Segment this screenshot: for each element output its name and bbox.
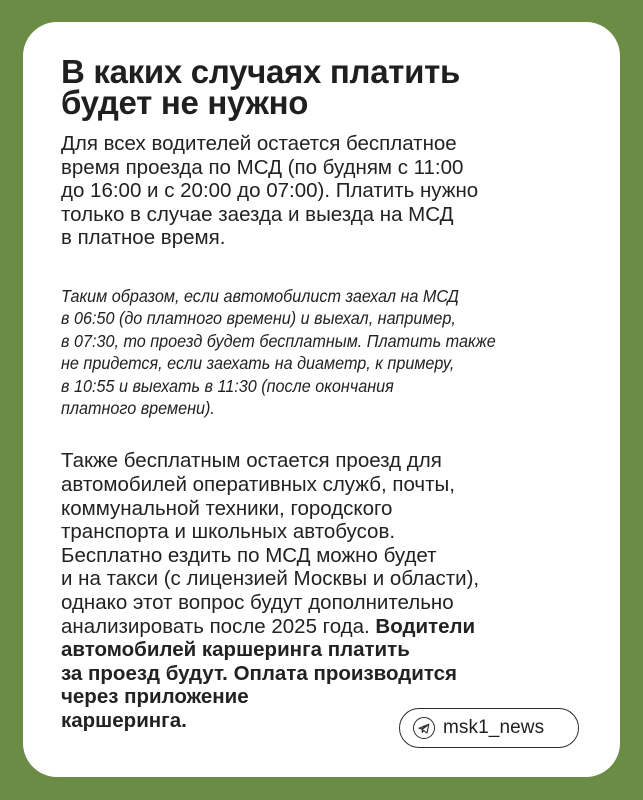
text-bold: за проезд будут. Оплата производится: [61, 661, 458, 685]
telegram-icon: [413, 717, 435, 739]
text-line-bold: [61, 662, 584, 686]
text-line: в платное время.: [61, 226, 226, 250]
text-line: до 16:00 и с 20:00 до 07:00). Платить нужно: [61, 179, 479, 203]
text-bold: Водители: [375, 614, 476, 638]
text-line-bold: [61, 638, 584, 662]
text-line: Для всех водителей остается бесплатное: [61, 132, 457, 155]
text-line: Также бесплатным остается проезд для: [61, 449, 442, 473]
text-line: Таким образом, если автомобилист заехал на МСД: [61, 285, 459, 306]
text-line: коммунальной техники, городского: [61, 496, 393, 520]
text-line-mixed: [61, 615, 584, 639]
headline-line: будет не нужно: [61, 84, 309, 121]
text-line: только в случае заезда и выезда на МСД: [61, 202, 454, 226]
text-line: однако этот вопрос будут дополнительно: [61, 590, 454, 614]
text-line: транспорта и школьных автобусов.: [61, 520, 396, 544]
paragraph-exemptions: [61, 449, 584, 732]
text-regular: анализировать после 2025 года.: [61, 614, 376, 638]
text-line: в 06:50 (до платного времени) и выехал, например,: [61, 308, 456, 329]
text-line: в 10:55 и выехать в 11:30 (после окончания: [61, 375, 394, 396]
paragraph-example: [61, 285, 542, 419]
text-bold: каршеринга.: [61, 708, 187, 732]
channel-name: msk1_news: [443, 717, 545, 738]
post-card: [23, 22, 620, 777]
text-line: и на такси (с лицензией Москвы и области),: [61, 567, 480, 591]
headline-line: В каких случаях платить: [61, 53, 460, 90]
text-line: в 07:30, то проезд будет бесплатным. Платить также: [61, 330, 496, 351]
paragraph-free-time: [61, 132, 584, 250]
text-line-bold: [61, 685, 584, 709]
text-bold: через приложение: [61, 685, 249, 709]
text-line: платного времени).: [61, 398, 215, 418]
headline: [61, 53, 584, 121]
channel-badge[interactable]: [399, 708, 579, 748]
text-line: автомобилей оперативных служб, почты,: [61, 473, 455, 496]
text-bold: автомобилей каршеринга платить: [61, 638, 410, 662]
text-line: не придется, если заехать на диаметр, к примеру,: [61, 353, 455, 374]
text-line: Бесплатно ездить по МСД можно будет: [61, 543, 437, 567]
text-line: время проезда по МСД (по будням с 11:00: [61, 155, 464, 179]
